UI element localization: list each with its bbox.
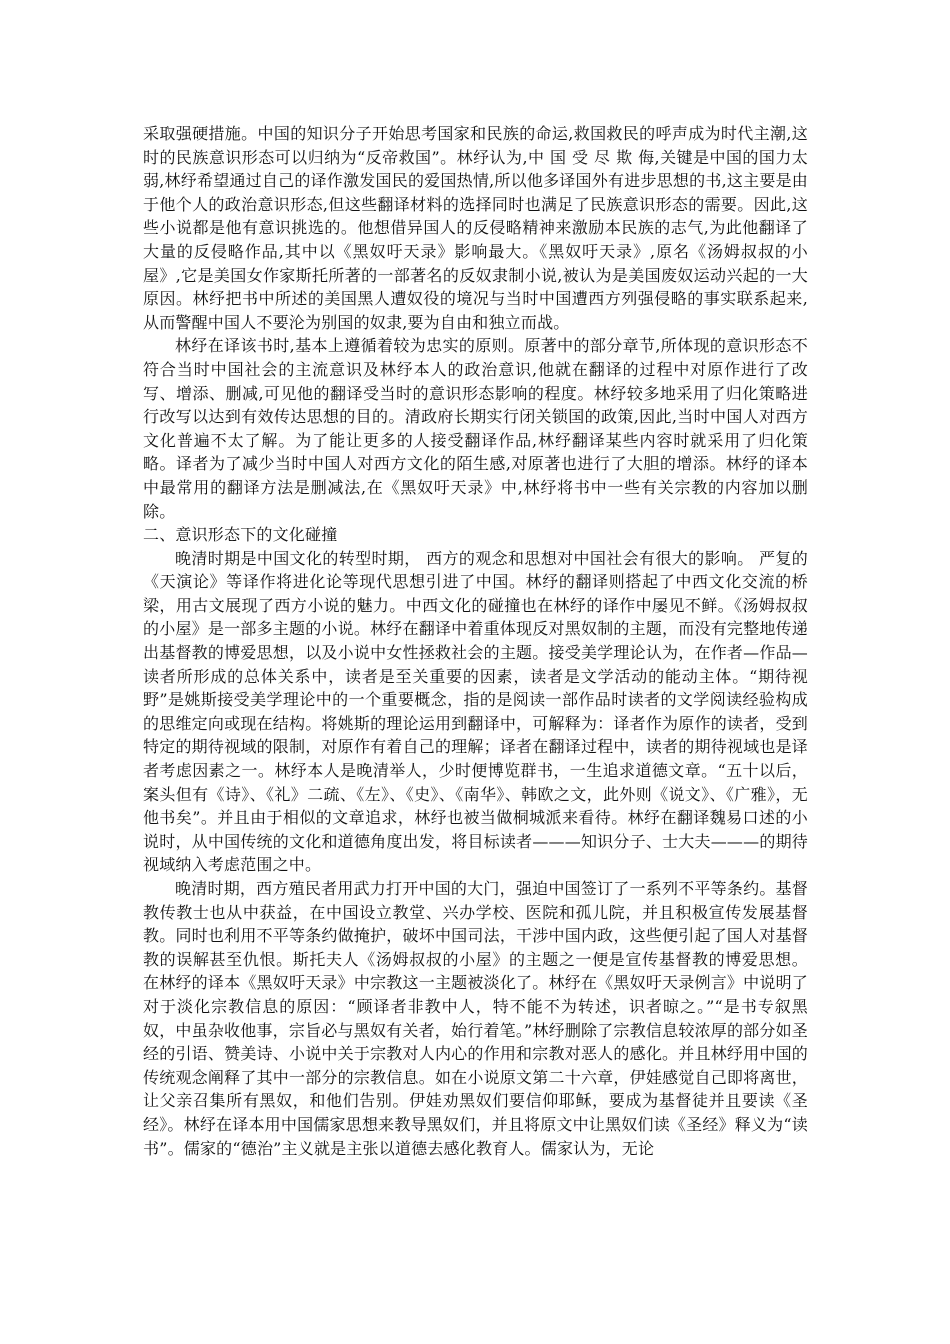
paragraph-2: 林纾在译该书时,基本上遵循着较为忠实的原则。原著中的部分章节,所体现的意识形态不符合当时中国社会的主流意识及林纾本人的政治意识,他就在翻译的过程中对原作进行了改写、增添、删减,可见他的翻译受当时的意识形态影响的程度。林纾较多地采用了归化策略进行改写以达到有效传达思想的目的。清政府长期实行闭关锁国的政策,因此,当时中国人对西方文化普遍不太了解。为了能让更多的人接受翻译作品,林纾翻译某些内容时就采用了归化策略。译者为了减少当时中国人对西方文化的陌生感,对原著也进行了大胆的增添。林纾的译本中最常用的翻译方法是删减法,在《黑奴吁天录》中,林纾将书中一些有关宗教的内容加以删除。 bbox=[143, 336, 808, 521]
section-heading: 二、意识形态下的文化碰撞 bbox=[143, 525, 338, 545]
paragraph-1: 采取强硬措施。中国的知识分子开始思考国家和民族的命运,救国救民的呼声成为时代主潮,这时的民族意识形态可以归纳为“反帝救国”。林纾认为,中 国 受 尽 欺 侮,关键是中国的国力太弱,林纾希望通过自己的译作激发国民的爱国热情,所以他多译国外有进步思想的书,这主要是由于他个人的政治意识形态,但这些翻译材料的选择同时也满足了民族意识形态的需要。因此,这些小说都是他有意识挑选的。他想借异国人的反侵略精神来激励本民族的志气,为此他翻译了大量的反侵略作品,其中以《黑奴吁天录》影响最大。《黑奴吁天录》,原名《汤姆叔叔的小屋》,它是美国女作家斯托所著的一部著名的反奴隶制小说,被认为是美国废奴运动兴起的一大原因。林纾把书中所述的美国黑人遭奴役的境况与当时中国遭西方列强侵略的事实联系起来,从而警醒中国人不要沦为别国的奴隶,要为自由和独立而战。 bbox=[143, 124, 808, 332]
paragraph-3: 晚清时期是中国文化的转型时期， 西方的观念和思想对中国社会有很大的影响。 严复的《天演论》等译作将进化论等现代思想引进了中国。林纾的翻译则搭起了中西文化交流的桥梁，用古文展现了西方小说的魅力。中西文化的碰撞也在林纾的译作中屡见不鲜。《汤姆叔叔的小屋》是一部多主题的小说。林纾在翻译中着重体现反对黑奴制的主题，而没有完整地传递出基督教的博爱思想，以及小说中女性拯救社会的主题。接受美学理论认为，在作者—作品—读者所形成的总体关系中，读者是至关重要的因素，读者是文学活动的能动主体。“期待视野”是姚斯接受美学理论中的一个重要概念，指的是阅读一部作品时读者的文学阅读经验构成的思维定向或现在结构。将姚斯的理论运用到翻译中，可解释为：译者作为原作的读者，受到特定的期待视域的限制，对原作有着自己的理解；译者在翻译过程中，读者的期待视域也是译者考虑因素之一。林纾本人是晚清举人，少时便博览群书，一生追求道德文章。“五十以后，案头但有《诗》、《礼》二疏、《左》、《史》、《南华》、韩欧之文，此外则《说文》、《广雅》，无他书矣”。并且由于相似的文章追求，林纾也被当做桐城派来看待。林纾在翻译魏易口述的小说时，从中国传统的文化和道德角度出发，将目标读者———知识分子、士大夫———的期待视域纳入考虑范围之中。 bbox=[143, 548, 808, 875]
paragraph-4: 晚清时期，西方殖民者用武力打开中国的大门，强迫中国签订了一系列不平等条约。基督教传教士也从中获益，在中国设立教堂、兴办学校、医院和孤儿院，并且积极宣传发展基督教。同时也利用不平等条约做掩护，破坏中国司法，干涉中国内政，这些便引起了国人对基督教的误解甚至仇恨。斯托夫人《汤姆叔叔的小屋》的主题之一便是宣传基督教的博爱思想。 在林纾的译本《黑奴吁天录》中宗教这一主题被淡化了。林纾在《黑奴吁天录例言》中说明了对于淡化宗教信息的原因：“顾译者非教中人，特不能不为转述，识者晾之。”“是书专叙黑奴，中虽杂收他事，宗旨必与黑奴有关者，始行着笔。”林纾删除了宗教信息较浓厚的部分如圣经的引语、赞美诗、小说中关于宗教对人内心的作用和宗教对恶人的感化。并且林纾用中国的传统观念阐释了其中一部分的宗教信息。如在小说原文第二十六章，伊娃感觉自己即将离世，让父亲召集所有黑奴，和他们告别。伊娃劝黑奴们要信仰耶稣，要成为基督徒并且要读《圣经》。林纾在译本用中国儒家思想来教导黑奴们，并且将原文中让黑奴们读《圣经》释义为“读书”。儒家的“德治”主义就是主张以道德去感化教育人。儒家认为，无论 bbox=[143, 879, 808, 1158]
document-body bbox=[143, 122, 808, 1160]
